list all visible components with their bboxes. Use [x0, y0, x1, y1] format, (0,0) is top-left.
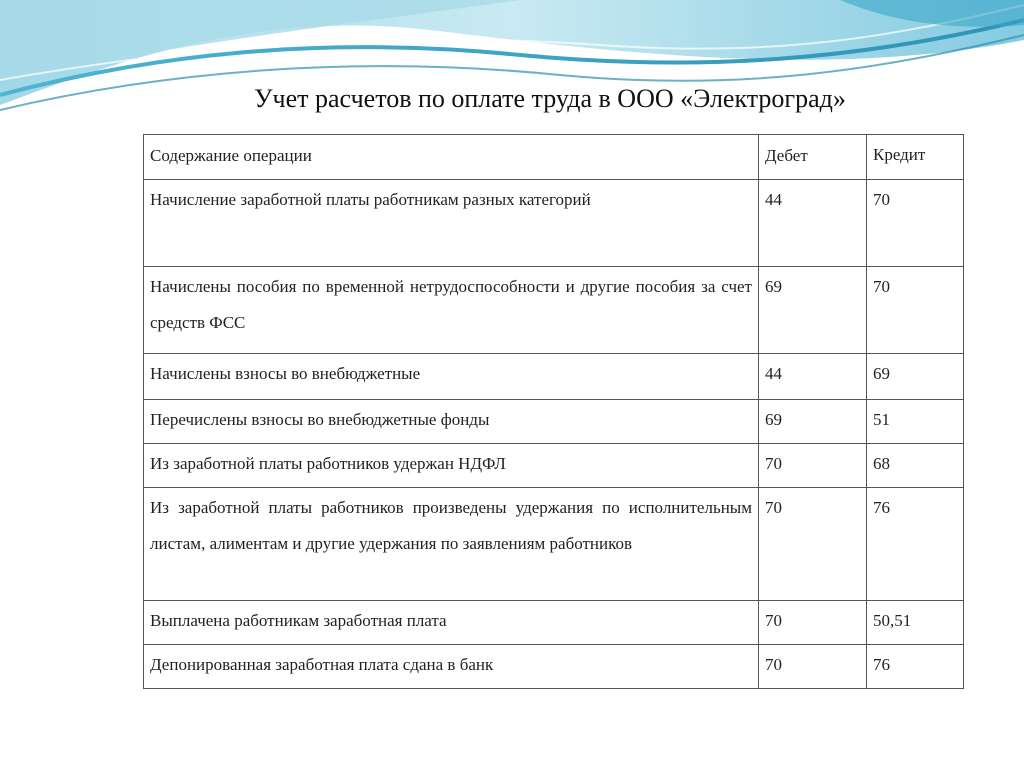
row-operation: Выплачена работникам заработная плата — [144, 601, 759, 645]
payroll-accounting-table — [143, 134, 964, 689]
row-credit: 69 — [867, 354, 964, 400]
row-debit: 44 — [759, 354, 867, 400]
row-debit: 70 — [759, 601, 867, 645]
row-debit: 69 — [759, 400, 867, 444]
row-operation: Перечислены взносы во внебюджетные фонды — [144, 400, 759, 444]
row-operation: Из заработной платы работников удержан НДФЛ — [144, 444, 759, 488]
header-debit: Дебет — [759, 135, 867, 180]
row-operation: Начислены пособия по временной нетрудоспособности и другие пособия за счет средств ФСС — [144, 267, 759, 354]
row-credit: 70 — [867, 267, 964, 354]
row-debit: 69 — [759, 267, 867, 354]
row-debit: 44 — [759, 180, 867, 267]
row-credit: 76 — [867, 645, 964, 689]
row-operation: Начислены взносы во внебюджетные — [144, 354, 759, 400]
header-operation: Содержание операции — [144, 135, 759, 180]
row-credit: 76 — [867, 488, 964, 601]
row-credit: 51 — [867, 400, 964, 444]
row-debit: 70 — [759, 645, 867, 689]
table-row — [144, 601, 964, 645]
table-row — [144, 267, 964, 354]
row-operation: Начисление заработной платы работникам разных категорий — [144, 180, 759, 267]
row-credit: 50,51 — [867, 601, 964, 645]
table-row — [144, 400, 964, 444]
table-row — [144, 180, 964, 267]
row-credit: 70 — [867, 180, 964, 267]
slide-title: Учет расчетов по оплате труда в ООО «Электроград» — [254, 84, 846, 113]
table-row — [144, 488, 964, 601]
row-operation: Депонированная заработная плата сдана в банк — [144, 645, 759, 689]
row-credit: 68 — [867, 444, 964, 488]
header-credit: Кредит — [867, 135, 964, 180]
table-row — [144, 645, 964, 689]
row-debit: 70 — [759, 444, 867, 488]
row-operation: Из заработной платы работников произведены удержания по исполнительным листам, алиментам и другие удержания по заявлениям работников — [144, 488, 759, 601]
table-header-row — [144, 135, 964, 180]
row-debit: 70 — [759, 488, 867, 601]
table-row — [144, 354, 964, 400]
table-row — [144, 444, 964, 488]
